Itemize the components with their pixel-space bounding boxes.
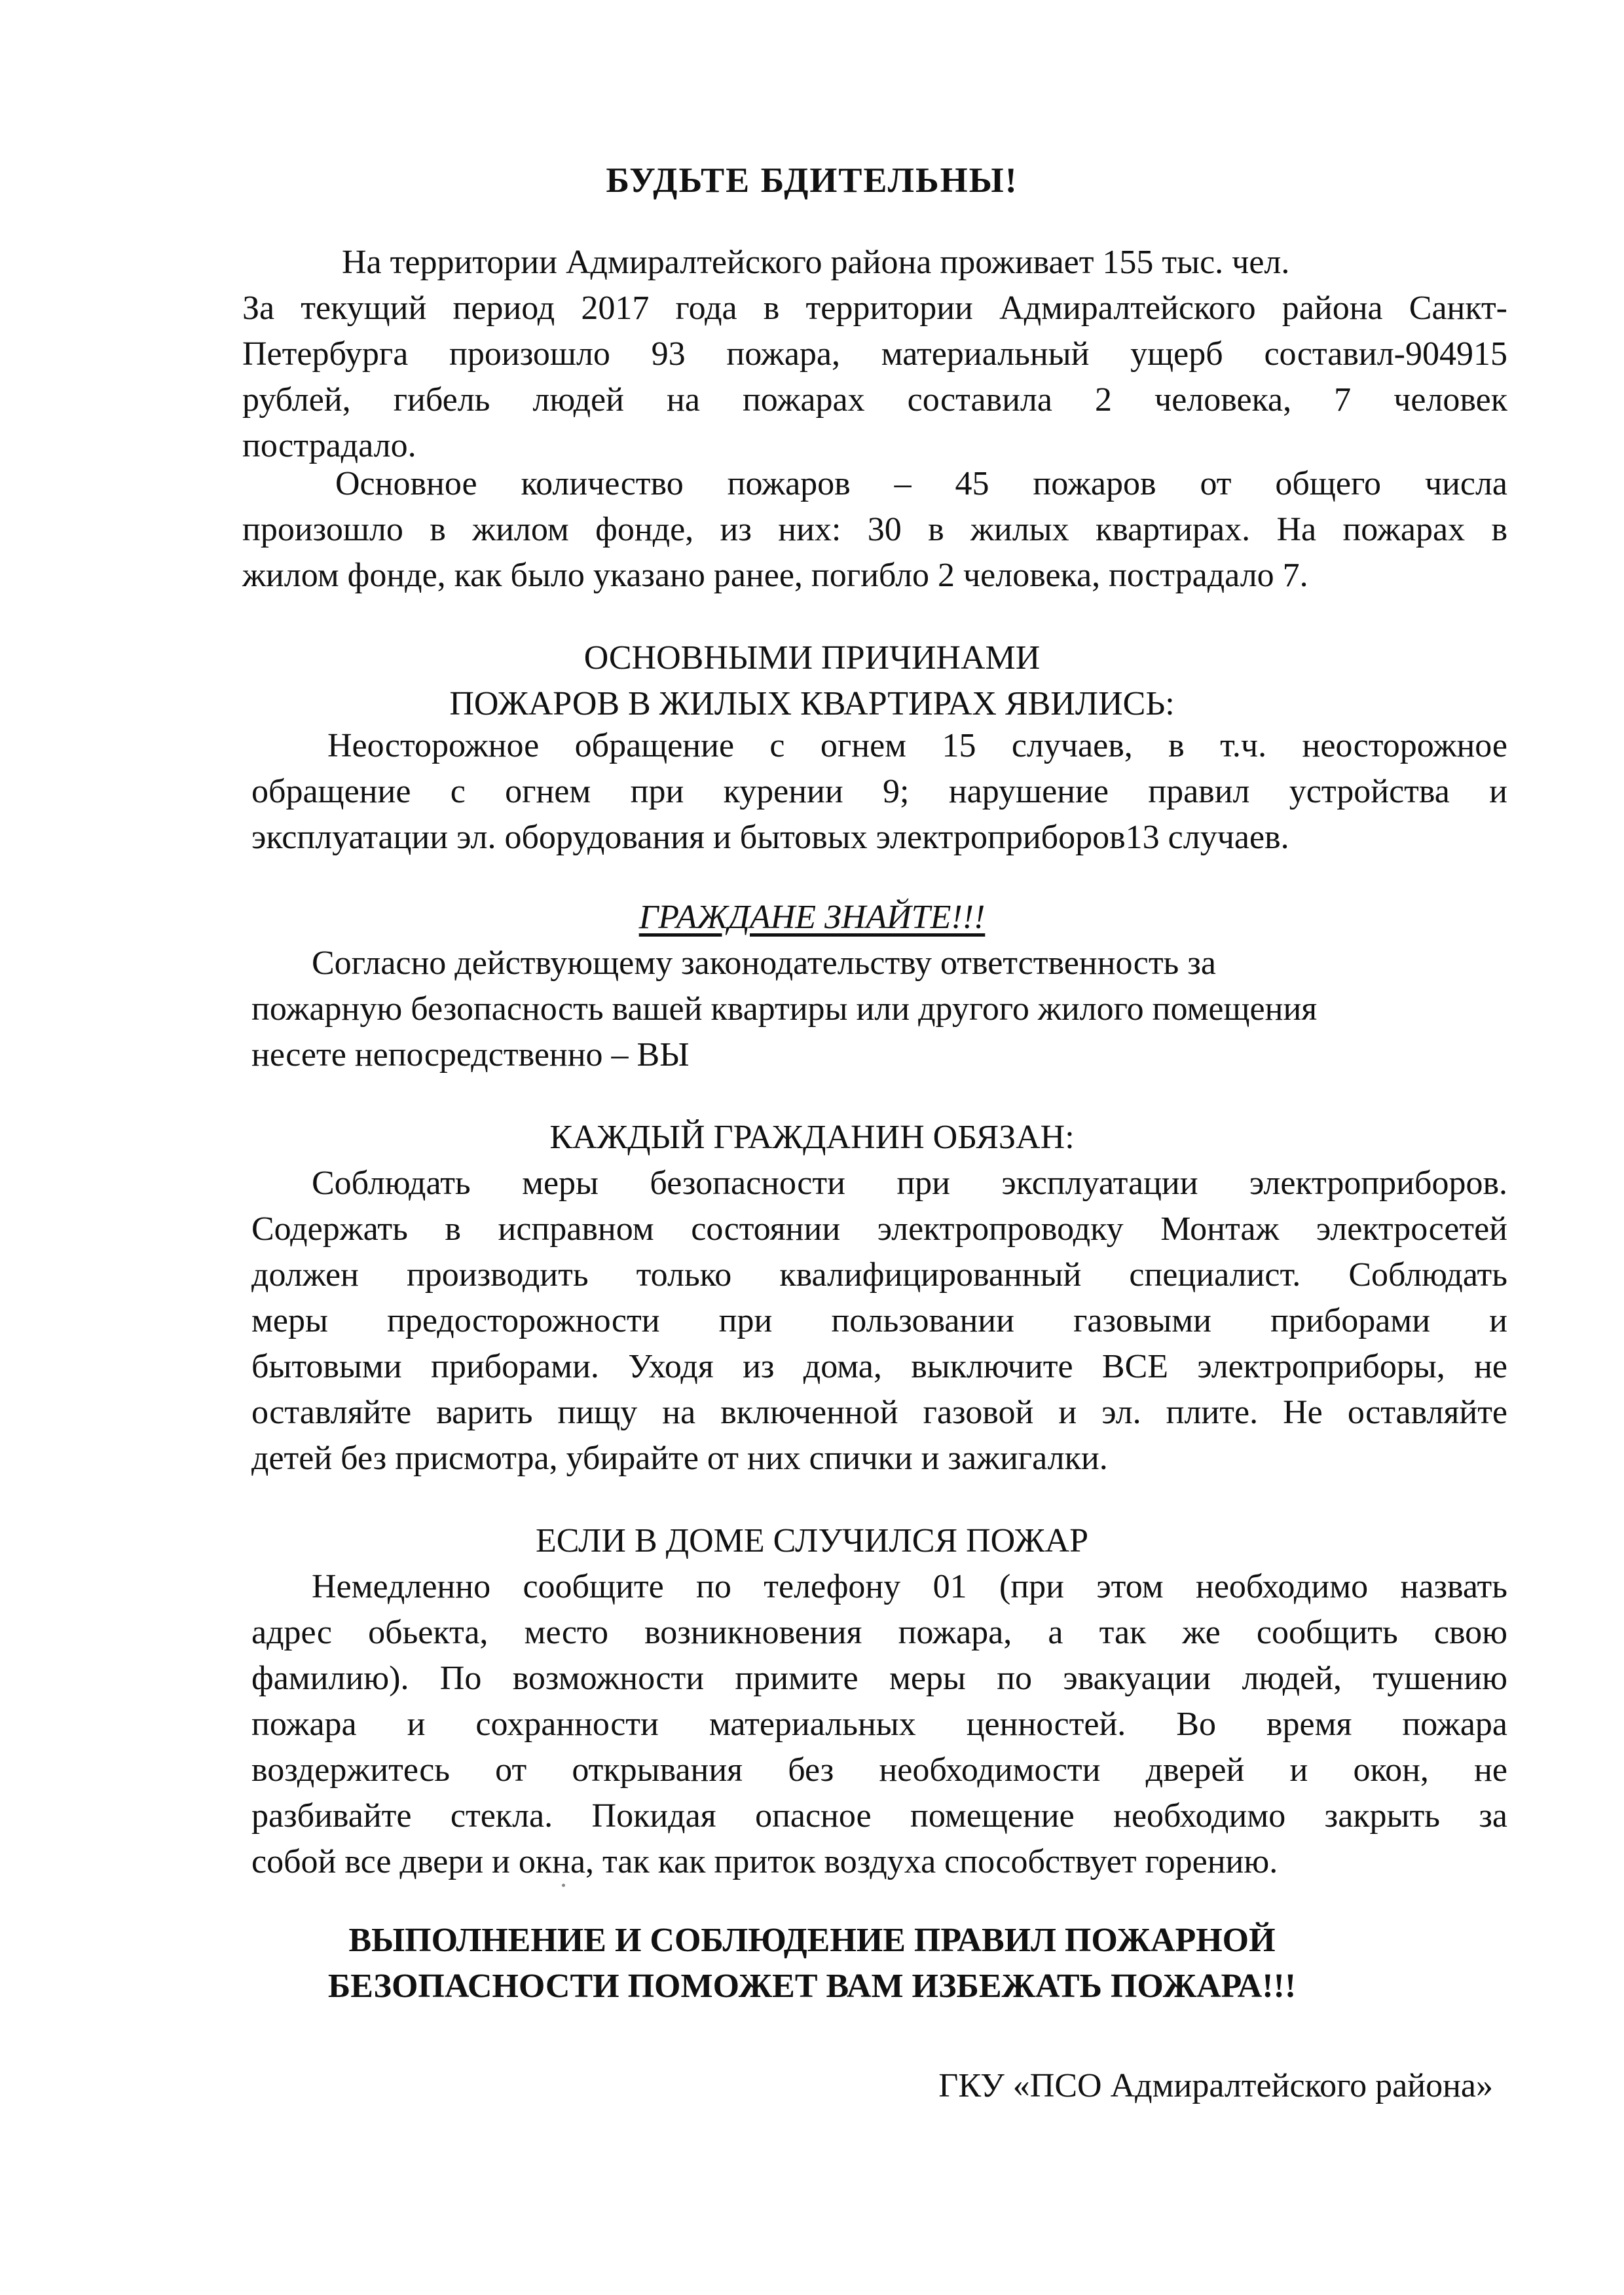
main-count-line-2: произошло в жилом фонде, из них: 30 в жилых квартирах. На пожарах в [242, 511, 1507, 548]
obligations-line-2: Содержать в исправном состоянии электропроводку Монтаж электросетей [251, 1210, 1507, 1248]
fire-case-line-4: пожара и сохранности материальных ценностей. Во время пожара [251, 1706, 1507, 1743]
causes-line-2: обращение с огнем при курении 9; нарушение правил устройства и [251, 773, 1507, 810]
fire-case-line-5: воздержитесь от открывания без необходимости дверей и окон, не [251, 1751, 1507, 1789]
obligations-line-4: меры предосторожности при пользовании газовыми приборами и [251, 1302, 1507, 1339]
obligations-line-5: бытовыми приборами. Уходя из дома, выключите ВСЕ электроприборы, не [251, 1348, 1507, 1385]
causes-line-3: эксплуатации эл. оборудования и бытовых электроприборов13 случаев. [251, 819, 1289, 856]
fire-case-line-7: собой все двери и окна, так как приток воздуха способствует горению. [251, 1843, 1278, 1880]
intro-line-5: пострадало. [242, 427, 416, 464]
main-count-line-1: Основное количество пожаров – 45 пожаров от общего числа [335, 465, 1507, 502]
intro-line-3: Петербурга произошло 93 пожара, материальный ущерб составил-904915 [242, 335, 1507, 373]
fire-case-line-6: разбивайте стекла. Покидая опасное помещение необходимо закрыть за [251, 1797, 1507, 1835]
closing-line-1: ВЫПОЛНЕНИЕ И СОБЛЮДЕНИЕ ПРАВИЛ ПОЖАРНОЙ [348, 1922, 1276, 1959]
causes-heading-1: ОСНОВНЫМИ ПРИЧИНАМИ [583, 639, 1041, 677]
closing-line-2: БЕЗОПАСНОСТИ ПОМОЖЕТ ВАМ ИЗБЕЖАТЬ ПОЖАРА!!! [327, 1968, 1297, 2005]
citizens-know-heading: ГРАЖДАНЕ ЗНАЙТЕ!!! [638, 899, 986, 936]
citizens-know-line-2: пожарную безопасность вашей квартиры или другого жилого помещения [251, 990, 1318, 1028]
obligations-line-1: Соблюдать меры безопасности при эксплуатации электроприборов. [312, 1165, 1507, 1202]
citizens-know-line-3: несете непосредственно – ВЫ [251, 1036, 690, 1073]
fire-case-line-1: Немедленно сообщите по телефону 01 (при этом необходимо назвать [312, 1568, 1507, 1605]
obligations-heading: КАЖДЫЙ ГРАЖДАНИН ОБЯЗАН: [549, 1119, 1075, 1156]
fire-case-line-3: фамилию). По возможности примите меры по эвакуации людей, тушению [251, 1660, 1507, 1697]
obligations-line-6: оставляйте варить пищу на включенной газовой и эл. плите. Не оставляйте [251, 1394, 1507, 1431]
scan-speck [562, 1884, 565, 1887]
fire-case-heading: ЕСЛИ В ДОМЕ СЛУЧИЛСЯ ПОЖАР [535, 1522, 1088, 1559]
intro-line-2: За текущий период 2017 года в территории Адмиралтейского района Санкт- [242, 289, 1507, 327]
causes-heading-2: ПОЖАРОВ В ЖИЛЫХ КВАРТИРАХ ЯВИЛИСЬ: [449, 685, 1175, 722]
fire-case-line-2: адрес обьекта, место возникновения пожара, а так же сообщить свою [251, 1614, 1507, 1651]
intro-line-4: рублей, гибель людей на пожарах составила 2 человека, 7 человек [242, 381, 1507, 419]
obligations-line-3: должен производить только квалифицированный специалист. Соблюдать [251, 1256, 1507, 1294]
page-title: БУДЬТЕ БДИТЕЛЬНЫ! [606, 160, 1018, 200]
causes-line-1: Неосторожное обращение с огнем 15 случаев, в т.ч. неосторожное [327, 727, 1507, 764]
signature: ГКУ «ПСО Адмиралтейского района» [938, 2067, 1493, 2104]
main-count-line-3: жилом фонде, как было указано ранее, погибло 2 человека, пострадало 7. [242, 557, 1308, 594]
obligations-line-7: детей без присмотра, убирайте от них спички и зажигалки. [251, 1440, 1108, 1477]
citizens-know-line-1: Согласно действующему законодательству ответственность за [312, 944, 1216, 982]
intro-line-1: На территории Адмиралтейского района проживает 155 тыс. чел. [342, 244, 1290, 281]
